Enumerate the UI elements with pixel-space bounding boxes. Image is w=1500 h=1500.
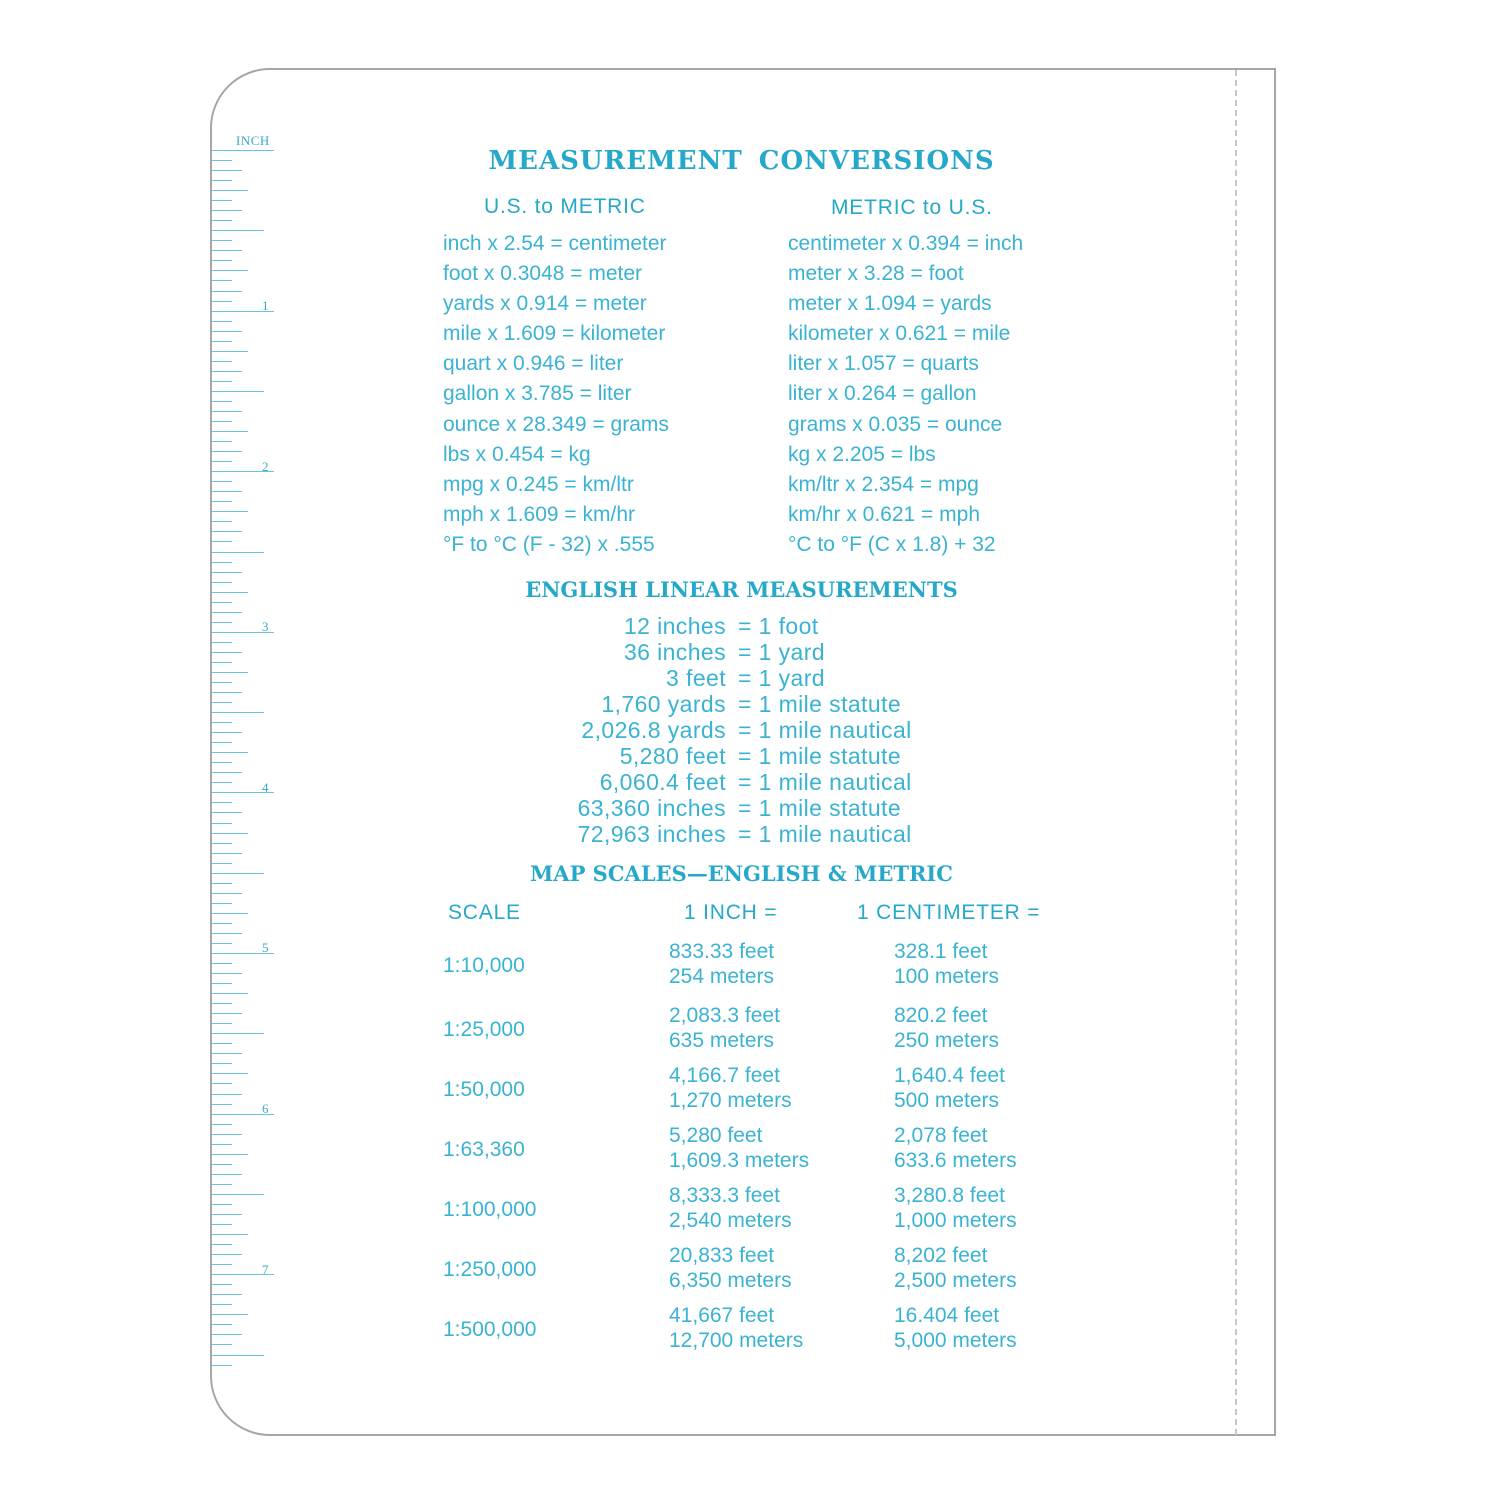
ruler-tick <box>212 642 232 643</box>
map-scales-heading: MAP SCALES—ENGLISH & METRIC <box>530 861 953 886</box>
map-cm-cell <box>894 1304 1017 1353</box>
ruler-tick <box>212 341 232 342</box>
ruler-tick <box>212 692 242 693</box>
map-inch-feet: 4,166.7 feet <box>669 1064 780 1087</box>
ruler-tick <box>212 301 232 302</box>
ruler-tick <box>212 441 232 442</box>
map-inch-cell <box>669 1064 792 1113</box>
ruler-tick <box>212 712 264 713</box>
ruler-tick <box>212 802 232 803</box>
map-scale-value: 1:63,360 <box>443 1138 525 1161</box>
ruler-tick <box>212 190 248 191</box>
conversion-row: kilometer x 0.621 = mile <box>788 322 1011 346</box>
ruler-number: 3 <box>262 619 269 635</box>
conversion-row: mph x 1.609 = km/hr <box>443 502 636 526</box>
ruler-tick <box>212 562 232 563</box>
linear-lhs: 1,760 yards <box>601 691 726 717</box>
conversion-row: liter x 1.057 = quarts <box>788 352 979 376</box>
ruler-tick <box>212 270 248 271</box>
map-inch-cell <box>669 1244 792 1293</box>
ruler-tick <box>212 772 242 773</box>
map-cm-cell <box>894 1064 1005 1113</box>
conversion-row: foot x 0.3048 = meter <box>443 262 643 286</box>
map-inch-meters: 6,350 meters <box>669 1268 792 1292</box>
map-scale-value: 1:25,000 <box>443 1018 525 1041</box>
linear-row <box>480 769 912 795</box>
ruler-tick <box>212 250 242 251</box>
ruler-tick <box>212 762 232 763</box>
map-inch-meters: 12,700 meters <box>669 1328 804 1352</box>
ruler-tick <box>212 672 248 673</box>
us-to-metric-list <box>443 229 669 560</box>
ruler-number: 2 <box>262 458 269 474</box>
ruler-tick <box>212 843 232 844</box>
linear-rhs: = 1 mile statute <box>738 795 902 821</box>
map-cm-meters: 500 meters <box>894 1088 1000 1112</box>
linear-rhs: = 1 mile statute <box>738 743 902 769</box>
map-cm-meters: 5,000 meters <box>894 1328 1017 1352</box>
linear-lhs: 36 inches <box>623 639 726 665</box>
ruler-tick <box>212 200 232 201</box>
map-cm-feet: 16.404 feet <box>894 1304 1000 1327</box>
ruler-tick <box>212 622 232 623</box>
ruler-tick <box>212 732 242 733</box>
ruler-number: 7 <box>262 1261 269 1277</box>
ruler-tick <box>212 461 232 462</box>
conversion-row: liter x 0.264 = gallon <box>788 382 977 406</box>
ruler-tick <box>212 823 232 824</box>
map-cm-meters: 633.6 meters <box>894 1148 1017 1172</box>
map-inch-meters: 254 meters <box>669 964 775 988</box>
linear-lhs: 72,963 inches <box>577 821 726 847</box>
metric-to-us-list <box>788 229 1023 560</box>
map-scale-value: 1:100,000 <box>443 1198 537 1221</box>
linear-lhs: 12 inches <box>623 613 726 639</box>
map-cm-cell <box>894 1184 1017 1233</box>
ruler-tick <box>212 662 232 663</box>
us-to-metric-heading: U.S. to METRIC <box>484 195 646 218</box>
ruler-tick <box>212 903 232 904</box>
ruler-tick <box>212 812 242 813</box>
ruler-tick <box>212 371 242 372</box>
page-title: MEASUREMENT CONVERSIONS <box>488 146 995 176</box>
map-inch-meters: 1,609.3 meters <box>669 1148 810 1172</box>
ruler-number: 1 <box>262 298 269 313</box>
map-inch-cell <box>669 1004 780 1053</box>
conversion-row: grams x 0.035 = ounce <box>788 412 1003 436</box>
ruler-tick <box>212 421 232 422</box>
linear-lhs: 6,060.4 feet <box>599 769 726 795</box>
ruler-number: 6 <box>262 1101 269 1116</box>
linear-rhs: = 1 yard <box>738 665 825 691</box>
conversion-row: °F to °C (F - 32) x .555 <box>443 532 655 556</box>
map-cm-feet: 8,202 feet <box>894 1244 988 1267</box>
linear-rhs: = 1 mile statute <box>738 691 902 717</box>
map-cm-cell <box>894 940 999 989</box>
ruler-tick <box>212 210 242 211</box>
ruler-tick <box>212 742 232 743</box>
linear-lhs: 63,360 inches <box>577 795 726 821</box>
ruler-tick <box>212 431 248 432</box>
ruler-tick <box>212 572 242 573</box>
conversion-row: km/hr x 0.621 = mph <box>788 502 981 526</box>
ruler-tick <box>212 451 242 452</box>
linear-lhs: 2,026.8 yards <box>581 717 726 743</box>
ruler-tick <box>212 280 232 281</box>
map-inch-meters: 1,270 meters <box>669 1088 792 1112</box>
map-cm-cell <box>894 1244 1017 1293</box>
conversion-row: meter x 1.094 = yards <box>788 292 992 316</box>
map-scale-value: 1:500,000 <box>443 1318 537 1341</box>
conversion-row: meter x 3.28 = foot <box>788 262 964 286</box>
map-inch-meters: 2,540 meters <box>669 1208 792 1232</box>
ruler-tick <box>212 853 242 854</box>
english-linear-table <box>480 613 912 847</box>
ruler-tick <box>212 331 242 332</box>
linear-row <box>480 795 912 821</box>
ruler-tick <box>212 351 248 352</box>
map-inch-feet: 2,083.3 feet <box>669 1004 780 1027</box>
map-cm-feet: 820.2 feet <box>894 1004 988 1027</box>
conversion-row: lbs x 0.454 = kg <box>443 442 591 466</box>
ruler-tick <box>212 782 232 783</box>
ruler-tick <box>212 501 232 502</box>
ruler-tick <box>212 682 232 683</box>
map-col-centimeter: 1 CENTIMETER = <box>857 901 1041 924</box>
linear-row <box>480 665 912 691</box>
ruler-tick <box>212 240 232 241</box>
map-cm-feet: 1,640.4 feet <box>894 1064 1005 1087</box>
map-scale-row <box>0 940 1500 1000</box>
metric-to-us-heading: METRIC to U.S. <box>831 196 993 219</box>
linear-rhs: = 1 mile nautical <box>738 821 912 847</box>
ruler-tick <box>212 1365 232 1366</box>
ruler-tick <box>212 321 232 322</box>
map-inch-cell <box>669 1124 809 1173</box>
ruler-tick <box>212 652 242 653</box>
linear-row <box>480 613 912 639</box>
ruler-tick <box>212 481 232 482</box>
map-inch-feet: 41,667 feet <box>669 1304 775 1327</box>
linear-row <box>480 639 912 665</box>
map-scale-value: 1:10,000 <box>443 954 525 977</box>
linear-lhs: 3 feet <box>666 665 726 691</box>
ruler-tick <box>212 220 232 221</box>
conversion-row: km/ltr x 2.354 = mpg <box>788 472 979 496</box>
map-cm-cell <box>894 1124 1017 1173</box>
ruler-tick <box>212 230 264 231</box>
map-inch-feet: 5,280 feet <box>669 1124 763 1147</box>
map-scale-row <box>0 1304 1500 1364</box>
ruler-tick <box>212 521 232 522</box>
ruler-tick <box>212 491 242 492</box>
map-inch-cell <box>669 1184 792 1233</box>
linear-row <box>480 717 912 743</box>
map-cm-meters: 2,500 meters <box>894 1268 1017 1292</box>
ruler-number: 4 <box>262 779 269 795</box>
english-linear-heading: ENGLISH LINEAR MEASUREMENTS <box>525 577 958 602</box>
ruler-tick <box>212 923 232 924</box>
ruler-tick <box>212 612 242 613</box>
ruler-tick <box>212 541 232 542</box>
ruler-tick <box>212 260 232 261</box>
map-scale-row <box>0 1004 1500 1064</box>
conversion-row: gallon x 3.785 = liter <box>443 382 632 406</box>
linear-row <box>480 821 912 847</box>
map-scale-row <box>0 1124 1500 1184</box>
linear-row <box>480 743 912 769</box>
map-cm-meters: 100 meters <box>894 964 1000 988</box>
conversion-row: yards x 0.914 = meter <box>443 292 647 316</box>
linear-rhs: = 1 mile nautical <box>738 717 912 743</box>
ruler-tick <box>212 752 248 753</box>
ruler-tick <box>212 913 248 914</box>
map-inch-meters: 635 meters <box>669 1028 775 1052</box>
conversion-row: °C to °F (C x 1.8) + 32 <box>788 532 996 556</box>
map-scale-row <box>0 1244 1500 1304</box>
ruler-tick <box>212 180 232 181</box>
map-inch-feet: 20,833 feet <box>669 1244 775 1267</box>
map-col-inch: 1 INCH = <box>684 901 778 924</box>
map-scale-row <box>0 1184 1500 1244</box>
ruler-tick <box>212 893 242 894</box>
linear-rhs: = 1 mile nautical <box>738 769 912 795</box>
map-scale-row <box>0 1064 1500 1124</box>
conversion-row: centimeter x 0.394 = inch <box>788 232 1024 255</box>
map-cm-cell <box>894 1004 999 1053</box>
ruler-tick <box>212 552 264 553</box>
ruler-tick <box>212 381 232 382</box>
ruler-tick <box>212 411 242 412</box>
linear-rhs: = 1 yard <box>738 639 825 665</box>
map-cm-feet: 328.1 feet <box>894 940 988 963</box>
linear-row <box>480 691 912 717</box>
ruler-tick <box>212 933 242 934</box>
ruler-tick <box>212 531 242 532</box>
ruler-number: 5 <box>262 940 269 956</box>
linear-lhs: 5,280 feet <box>619 743 726 769</box>
ruler-tick <box>212 391 264 392</box>
ruler-tick <box>212 361 232 362</box>
map-cm-meters: 1,000 meters <box>894 1208 1017 1232</box>
ruler-tick <box>212 401 232 402</box>
linear-rhs: = 1 foot <box>738 613 819 639</box>
ruler-tick <box>212 291 242 292</box>
map-col-scale: SCALE <box>448 901 521 924</box>
map-scale-value: 1:250,000 <box>443 1258 537 1281</box>
map-inch-cell <box>669 1304 803 1353</box>
ruler-tick <box>212 702 232 703</box>
ruler-unit-label: INCH <box>236 133 270 148</box>
ruler-tick <box>212 833 248 834</box>
conversion-row: mile x 1.609 = kilometer <box>443 322 666 346</box>
ruler-tick <box>212 722 232 723</box>
map-inch-cell <box>669 940 774 989</box>
map-scale-value: 1:50,000 <box>443 1078 525 1101</box>
map-inch-feet: 833.33 feet <box>669 940 775 963</box>
conversion-row: inch x 2.54 = centimeter <box>443 232 667 255</box>
map-cm-meters: 250 meters <box>894 1028 1000 1052</box>
map-inch-feet: 8,333.3 feet <box>669 1184 780 1207</box>
ruler-tick <box>212 511 248 512</box>
conversion-row: ounce x 28.349 = grams <box>443 412 669 436</box>
conversion-row: kg x 2.205 = lbs <box>788 442 936 466</box>
conversion-row: mpg x 0.245 = km/ltr <box>443 472 634 496</box>
map-cm-feet: 2,078 feet <box>894 1124 988 1147</box>
map-cm-feet: 3,280.8 feet <box>894 1184 1005 1207</box>
conversion-row: quart x 0.946 = liter <box>443 352 624 376</box>
